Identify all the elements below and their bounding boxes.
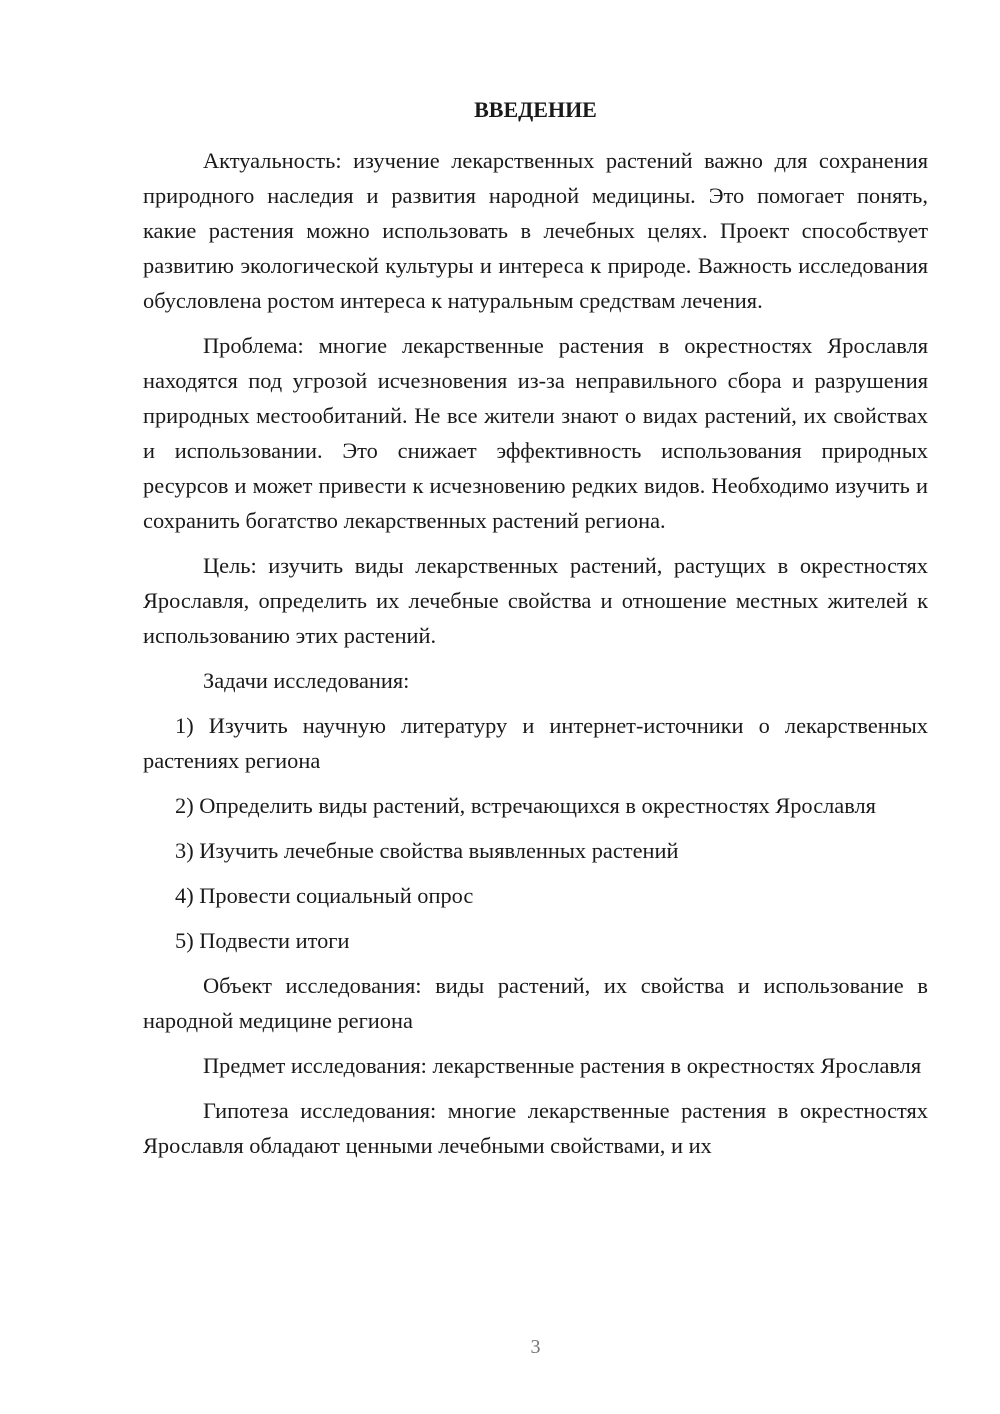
task-item: 4) Провести социальный опрос (175, 883, 474, 908)
page-number: 3 (530, 1336, 541, 1358)
paragraph-relevance: Актуальность: изучение лекарственных растений важно для сохранения природного наследия и развития народной медицины. Это помогает понять, какие растения можно использовать в лечебных целях. Проект способствует развитию экологической культуры и интереса к природе. Важность исследования обусловлена ростом интереса к натуральным средствам лечения. (143, 148, 928, 313)
paragraph-object: Объект исследования: виды растений, их свойства и использование в народной медицине региона (143, 973, 928, 1033)
paragraph-goal: Цель: изучить виды лекарственных растений, растущих в окрестностях Ярославля, определить их лечебные свойства и отношение местных жителей к использованию этих растений. (143, 553, 928, 648)
section-heading: ВВЕДЕНИЕ (474, 97, 597, 122)
paragraph-problem: Проблема: многие лекарственные растения в окрестностях Ярославля находятся под угрозой исчезновения из-за неправильного сбора и разрушения природных местообитаний. Не все жители знают о видах растений, их свойствах и использовании. Это снижает эффективность использования природных ресурсов и может привести к исчезновению редких видов. Необходимо изучить и сохранить богатство лекарственных растений региона. (143, 333, 928, 533)
document-page (143, 0, 928, 1414)
task-item: 2) Определить виды растений, встречающихся в окрестностях Ярославля (175, 793, 876, 818)
body-text (143, 143, 928, 1163)
paragraph-tasks-intro: Задачи исследования: (203, 668, 410, 693)
task-item: 5) Подвести итоги (175, 928, 350, 953)
paragraph-hypothesis: Гипотеза исследования: многие лекарственные растения в окрестностях Ярославля обладают ценными лечебными свойствами, и их (143, 1098, 928, 1158)
task-item: 3) Изучить лечебные свойства выявленных растений (175, 838, 679, 863)
paragraph-subject: Предмет исследования: лекарственные растения в окрестностях Ярославля (203, 1053, 922, 1078)
task-item: 1) Изучить научную литературу и интернет-источники о лекарственных растениях региона (143, 713, 928, 773)
